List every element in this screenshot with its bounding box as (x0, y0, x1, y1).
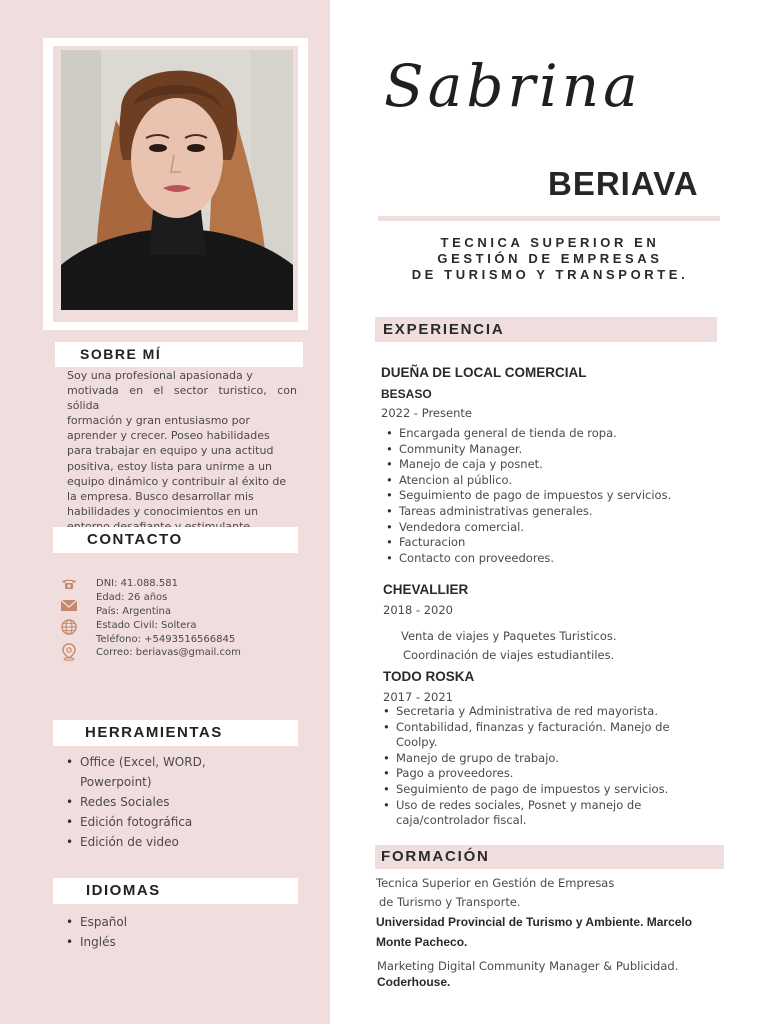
contact-text: Estado Civil: Soltera (96, 620, 197, 631)
contact-item-civil-status (60, 620, 320, 634)
contact-text: DNI: 41.088.581 (96, 578, 178, 589)
languages-list (64, 912, 244, 952)
list-item: • Español (64, 912, 244, 932)
list-item: • Vendedora comercial. (383, 520, 713, 536)
list-item: • Office (Excel, WORD, Powerpoint) (64, 752, 244, 792)
degree-line: Tecnica Superior en Gestión de Empresas (376, 876, 615, 890)
about-line: equipo dinámico y contribuir al éxito de (67, 474, 287, 488)
institution-name: Universidad Provincial de Turismo y Ambiente. Marcelo Monte Pacheco. (376, 915, 693, 949)
about-line: aprender y crecer. Poseo habilidades (67, 429, 270, 443)
about-line: positiva, estoy lista para unirme a un (67, 459, 273, 473)
list-item: • Manejo de caja y posnet. (383, 457, 713, 473)
list-item: • Edición fotográfica (64, 812, 244, 832)
job-title-line: TECNICA SUPERIOR EN (440, 235, 660, 250)
languages-heading: IDIOMAS (53, 878, 298, 904)
contact-item-country (60, 606, 320, 620)
contact-item-dni (60, 578, 320, 592)
job-title-line: GESTIÓN DE EMPRESAS (437, 251, 663, 266)
list-item: • Contabilidad, finanzas y facturación. Manejo de Coolpy. (380, 720, 700, 751)
profile-photo (61, 50, 293, 310)
list-item: • Facturacion (383, 535, 713, 551)
contact-text: País: Argentina (96, 606, 172, 617)
list-item: • Secretaria y Administrativa de red mayorista. (380, 704, 700, 720)
tools-list (64, 752, 244, 852)
contact-item-phone (60, 634, 320, 648)
globe-icon (60, 619, 78, 633)
contact-text: Correo: beriavas@gmail.com (96, 647, 241, 658)
about-text (67, 368, 297, 534)
about-line: motivada en el sector turistico, con sólida (67, 384, 297, 413)
list-item: • Inglés (64, 932, 244, 952)
list-item: • Seguimiento de pago de impuestos y servicios. (383, 488, 713, 504)
header-divider (378, 216, 720, 221)
list-item: • Community Manager. (383, 442, 713, 458)
job-title-todo-roska: TODO ROSKA (383, 669, 475, 684)
job-description: Venta de viajes y Paquetes Turisticos. (401, 629, 617, 643)
list-item: • Tareas administrativas generales. (383, 504, 713, 520)
job-dates: 2018 - 2020 (383, 603, 453, 617)
contact-text: Teléfono: +5493516566845 (96, 634, 236, 645)
contact-text: Edad: 26 años (96, 592, 168, 603)
degree-line: de Turismo y Transporte. (379, 895, 521, 909)
phone-icon (60, 577, 78, 591)
list-item: • Atencion al público. (383, 473, 713, 489)
job-title-besaso: DUEÑA DE LOCAL COMERCIAL (381, 365, 587, 380)
job-title-chevallier: CHEVALLIER (383, 582, 469, 597)
tools-heading: HERRAMIENTAS (53, 720, 298, 746)
contact-item-email (60, 647, 320, 661)
first-name: Sabrina (384, 52, 642, 120)
job-description: Coordinación de viajes estudiantiles. (403, 648, 615, 662)
course-institution: Coderhouse. (377, 975, 451, 989)
location-pin-icon (60, 643, 78, 661)
list-item: • Pago a proveedores. (380, 766, 700, 782)
company-name: BESASO (381, 387, 432, 401)
job-title-line: DE TURISMO Y TRANSPORTE. (411, 267, 689, 282)
list-item: • Contacto con proveedores. (383, 551, 713, 567)
job-dates: 2017 - 2021 (383, 690, 453, 704)
job-duties-list (383, 426, 713, 566)
about-line: la empresa. Busco desarrollar mis (67, 489, 254, 503)
about-line: formación y gran entusiasmo por (67, 414, 250, 428)
education-heading: FORMACIÓN (375, 845, 724, 869)
contact-heading: CONTACTO (53, 527, 298, 553)
list-item: • Edición de video (64, 832, 244, 852)
job-duties-list (380, 704, 700, 829)
contact-item-age (60, 592, 320, 606)
experience-heading: EXPERIENCIA (375, 317, 717, 342)
job-title (360, 235, 740, 283)
list-item: • Redes Sociales (64, 792, 244, 812)
last-name: BERIAVA (548, 165, 699, 202)
about-line: para trabajar en equipo y una actitud (67, 444, 274, 458)
list-item: • Manejo de grupo de trabajo. (380, 751, 700, 767)
about-line: Soy una profesional apasionada y (67, 369, 253, 382)
about-line: habilidades y conocimientos en un (67, 504, 259, 518)
list-item: • Uso de redes sociales, Posnet y manejo de caja/controlador fiscal. (380, 798, 700, 829)
course-name: Marketing Digital Community Manager & Publicidad. (377, 959, 679, 973)
list-item: • Seguimiento de pago de impuestos y servicios. (380, 782, 700, 798)
about-heading: SOBRE MÍ (55, 342, 303, 367)
job-dates: 2022 - Presente (381, 406, 472, 420)
portrait-image (61, 50, 293, 310)
list-item: • Encargada general de tienda de ropa. (383, 426, 713, 442)
